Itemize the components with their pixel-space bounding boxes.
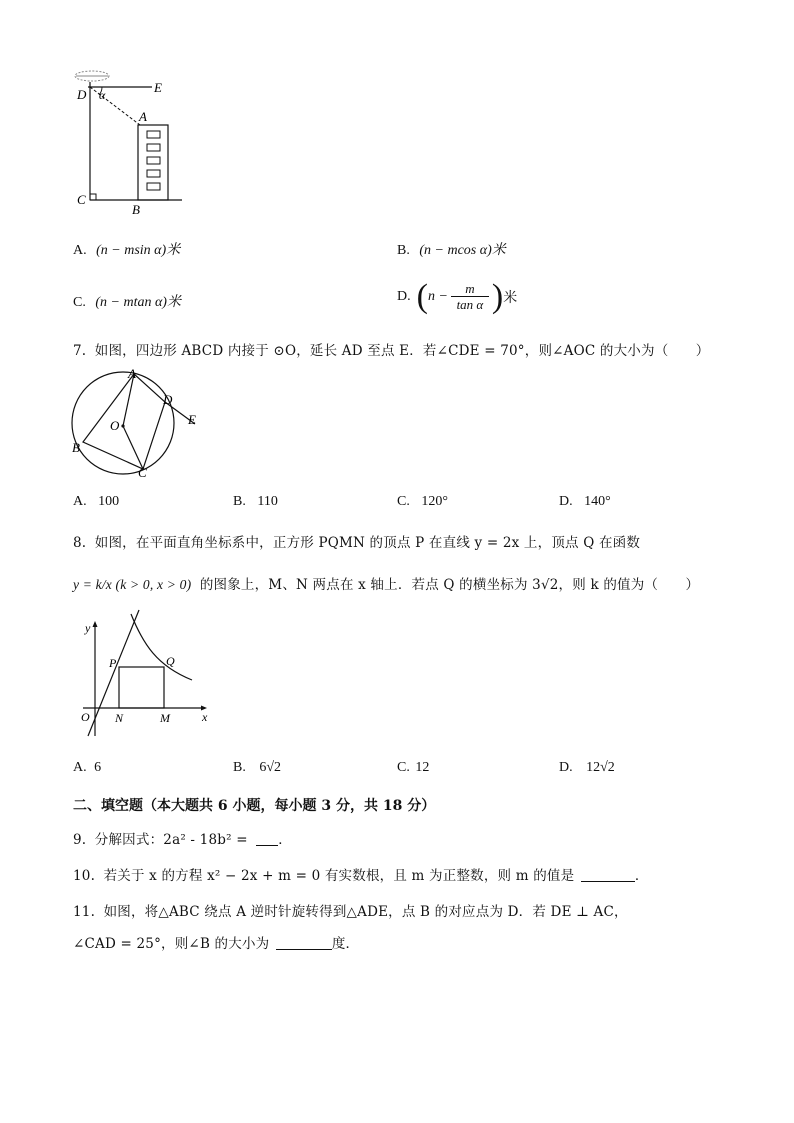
option-suffix: 米	[503, 291, 518, 306]
question-number: 10.	[73, 868, 96, 884]
question-text: 如图，四边形 ABCD 内接于 ⊙O，延长 AD 至点 E．若∠CDE = 70°，则∠AOC 的大小为（ ）	[94, 343, 710, 359]
option-text: 140°	[584, 494, 611, 509]
label-q: Q	[166, 654, 175, 668]
hyperbola-curve	[131, 614, 192, 680]
q7-option-a[interactable]	[73, 494, 119, 510]
q8-option-d[interactable]	[559, 760, 615, 776]
option-letter: A.	[73, 243, 87, 258]
q8-figure	[75, 608, 215, 743]
label-e: E	[154, 80, 162, 95]
q6-figure	[68, 68, 188, 218]
q7-option-d[interactable]	[559, 494, 611, 510]
q6-option-d[interactable]	[397, 280, 517, 314]
q6-option-c[interactable]	[73, 291, 181, 311]
label-c: C	[138, 465, 147, 480]
section-title: 二、填空题（本大题共 6 小题，每小题 3 分，共 18 分）	[73, 798, 436, 814]
q6-option-a[interactable]	[73, 239, 180, 259]
question-end: ．	[634, 868, 649, 884]
question-number: 8.	[73, 535, 87, 551]
q8-option-b[interactable]	[233, 760, 281, 776]
fraction	[451, 281, 489, 313]
answer-blank[interactable]	[581, 869, 635, 882]
option-text: 6√2	[259, 760, 282, 775]
y-axis-arrow-icon	[93, 621, 98, 627]
question-number: 7.	[73, 343, 87, 359]
answer-blank[interactable]	[256, 833, 278, 846]
option-text: (n − mtan α)米	[95, 295, 181, 310]
label-o: O	[81, 710, 90, 724]
question-text: 若关于 x 的方程 x² − 2x + m = 0 有实数根，且 m 为正整数，则 m 的值是	[103, 868, 575, 884]
question-end: ．	[278, 832, 292, 848]
option-text: 12	[415, 760, 430, 775]
option-text: 12√2	[586, 760, 615, 775]
q8-option-c[interactable]	[397, 760, 429, 776]
label-m: M	[160, 711, 170, 725]
segment-oc	[123, 426, 143, 469]
label-a: A	[139, 109, 147, 124]
option-letter: A.	[73, 760, 87, 775]
option-letter: C.	[73, 295, 86, 310]
label-e: E	[188, 412, 196, 427]
label-d: D	[163, 392, 173, 407]
option-letter: C.	[397, 494, 410, 509]
option-letter: D.	[559, 494, 573, 509]
option-letter: D.	[397, 289, 411, 304]
option-letter: B.	[397, 243, 410, 258]
q8-stem-line1	[73, 531, 640, 551]
label-c: C	[77, 192, 86, 207]
q11-stem-line1	[73, 900, 628, 920]
q9-stem	[73, 828, 292, 848]
eye-icon	[75, 71, 109, 81]
label-o: O	[110, 418, 120, 433]
option-text: (n − mcos α)米	[419, 243, 506, 258]
option-letter: D.	[559, 760, 573, 775]
option-text: 120°	[421, 494, 448, 509]
question-text: 如图，在平面直角坐标系中，正方形 PQMN 的顶点 P 在直线 y = 2x 上，顶点 Q 在函数	[94, 535, 641, 551]
q7-option-b[interactable]	[233, 494, 278, 510]
question-text: 如图，将△ABC 绕点 A 逆时针旋转得到△ADE，点 B 的对应点为 D．若 DE ⊥ AC，	[103, 904, 628, 920]
q8-stem-line2	[73, 573, 699, 593]
question-text: ∠CAD = 25°，则∠B 的大小为	[73, 936, 270, 952]
option-text: 110	[257, 494, 278, 509]
fraction-denominator: tan α	[456, 297, 484, 312]
q7-stem	[73, 339, 710, 359]
function-expression: y = k/x (k > 0, x > 0)	[73, 577, 192, 592]
label-n: N	[115, 711, 124, 725]
label-b: B	[72, 440, 80, 455]
question-text: 分解因式：2a² - 18b² =	[94, 832, 248, 848]
question-number: 9.	[73, 832, 87, 848]
paren-right: )	[491, 278, 504, 315]
building	[138, 125, 168, 200]
line-y-2x	[88, 610, 139, 736]
question-number: 11.	[73, 904, 96, 920]
center-point	[121, 424, 124, 427]
square-pqmn	[119, 667, 164, 708]
label-x: x	[202, 710, 208, 724]
question-text: 的图象上，M、N 两点在 x 轴上．若点 Q 的横坐标为 3√2，则 k 的值为（ ）	[199, 577, 700, 593]
option-text: (n − msin α)米	[96, 243, 181, 258]
q7-figure	[68, 366, 208, 481]
label-d: D	[77, 87, 87, 102]
paren-left: (	[416, 278, 428, 315]
option-prefix: n −	[427, 289, 448, 304]
option-letter: B.	[233, 760, 246, 775]
option-letter: B.	[233, 494, 246, 509]
sight-line	[90, 87, 140, 125]
label-alpha: α	[99, 88, 106, 102]
q11-stem-line2	[73, 932, 359, 952]
q7-option-c[interactable]	[397, 494, 448, 510]
answer-blank[interactable]	[276, 937, 332, 950]
label-p: P	[109, 656, 117, 670]
label-a: A	[128, 366, 136, 381]
option-text: 100	[98, 494, 120, 509]
label-b: B	[132, 202, 140, 217]
q10-stem	[73, 864, 649, 884]
label-y: y	[85, 621, 91, 635]
q8-option-a[interactable]	[73, 760, 101, 776]
fraction-numerator: m	[465, 281, 475, 296]
option-text: 6	[94, 760, 102, 775]
option-letter: A.	[73, 494, 87, 509]
right-angle-c	[90, 194, 96, 200]
option-letter: C.	[397, 760, 410, 775]
question-end: 度．	[331, 936, 360, 952]
q6-option-b[interactable]	[397, 239, 506, 259]
